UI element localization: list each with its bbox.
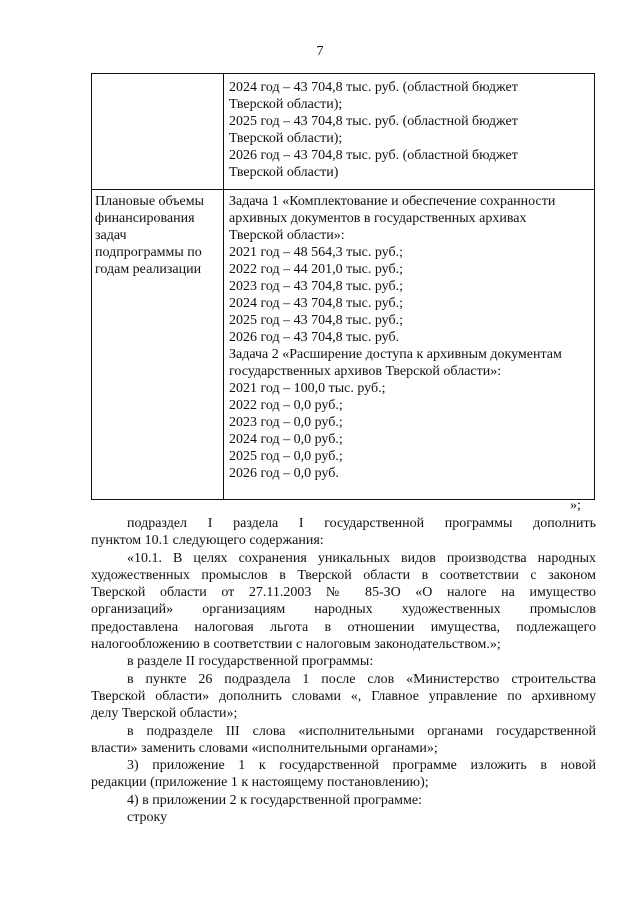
text-line: художественных промыслов в Тверской области в соответствии с законом bbox=[91, 567, 596, 583]
paragraph bbox=[91, 515, 596, 550]
text-line: в подразделе III слова «исполнительными органами государственной bbox=[127, 723, 596, 739]
paragraph bbox=[91, 550, 596, 654]
table-row bbox=[92, 190, 595, 500]
paragraph bbox=[91, 809, 596, 826]
cell-line: Тверской области); bbox=[229, 131, 343, 146]
paragraph bbox=[91, 653, 596, 670]
cell-line: 2022 год – 0,0 руб.; bbox=[229, 398, 343, 413]
paragraph bbox=[91, 757, 596, 792]
text-line: налогообложению в соответствии с налоговым законодательством.»; bbox=[91, 637, 501, 653]
cell-line: 2026 год – 0,0 руб. bbox=[229, 466, 339, 481]
closing-quote: »; bbox=[570, 498, 581, 513]
cell-line: 2026 год – 43 704,8 тыс. руб. bbox=[229, 330, 400, 345]
cell-line: государственных архивов Тверской области»: bbox=[229, 364, 502, 379]
cell-line: 2021 год – 48 564,3 тыс. руб.; bbox=[229, 245, 403, 260]
table-row bbox=[92, 74, 595, 190]
text-line: строку bbox=[127, 810, 168, 826]
cell-line: архивных документов в государственных архивах bbox=[229, 211, 527, 226]
text-line: Тверской области» дополнить словами «, Главное управление по архивному bbox=[91, 688, 596, 704]
text-line: предоставлена налоговая льгота в отношении имущества, подлежащего bbox=[91, 619, 596, 635]
cell-line: Тверской области) bbox=[229, 165, 339, 180]
cell-line: 2026 год – 43 704,8 тыс. руб. (областной бюджет bbox=[229, 148, 518, 163]
program-table bbox=[91, 73, 595, 500]
cell-line: 2024 год – 43 704,8 тыс. руб.; bbox=[229, 296, 403, 311]
text-line: делу Тверской области»; bbox=[91, 706, 238, 722]
text-line: власти» заменить словами «исполнительными органами»; bbox=[91, 740, 438, 756]
text-line: подраздел I раздела I государственной программы дополнить bbox=[127, 516, 596, 531]
text-line: в разделе II государственной программы: bbox=[127, 654, 374, 670]
table-cell-right bbox=[224, 74, 595, 190]
cell-line: 2022 год – 44 201,0 тыс. руб.; bbox=[229, 262, 403, 277]
cell-line: 2025 год – 43 704,8 тыс. руб. (областной бюджет bbox=[229, 114, 518, 129]
text-line: Тверской области от 27.11.2003 № 85-ЗО «О налоге на имущество bbox=[91, 585, 596, 601]
cell-line: задач bbox=[95, 228, 127, 243]
page-number: 7 bbox=[316, 44, 324, 59]
cell-line: Тверской области»: bbox=[229, 228, 345, 243]
cell-line: 2024 год – 0,0 руб.; bbox=[229, 432, 343, 447]
table-cell-right bbox=[224, 190, 595, 500]
text-line: в пункте 26 подраздела 1 после слов «Министерство строительства bbox=[127, 671, 596, 687]
cell-line: годам реализации bbox=[95, 262, 202, 277]
text-line: 3) приложение 1 к государственной программе изложить в новой bbox=[127, 758, 596, 774]
cell-line: Тверской области); bbox=[229, 97, 343, 112]
cell-line: финансирования bbox=[95, 211, 195, 226]
cell-line: подпрограммы по bbox=[95, 245, 202, 260]
text-line: организаций» организациям народных художественных промыслов bbox=[91, 602, 596, 618]
table-cell-label bbox=[92, 190, 224, 500]
table-cell-left-empty bbox=[92, 74, 224, 190]
cell-line: Плановые объемы bbox=[95, 194, 205, 209]
cell-line: 2023 год – 43 704,8 тыс. руб.; bbox=[229, 279, 403, 294]
cell-line: Задача 2 «Расширение доступа к архивным документам bbox=[229, 347, 562, 362]
paragraph bbox=[91, 671, 596, 723]
cell-line: Задача 1 «Комплектование и обеспечение сохранности bbox=[229, 194, 556, 209]
text-line: редакции (приложение 1 к настоящему постановлению); bbox=[91, 775, 429, 791]
text-line: «10.1. В целях сохранения уникальных видов производства народных bbox=[127, 550, 596, 566]
cell-line: 2023 год – 0,0 руб.; bbox=[229, 415, 343, 430]
paragraph bbox=[91, 723, 596, 758]
cell-line: 2025 год – 0,0 руб.; bbox=[229, 449, 343, 464]
text-line: 4) в приложении 2 к государственной программе: bbox=[127, 792, 422, 808]
body-text bbox=[91, 515, 596, 826]
paragraph bbox=[91, 792, 596, 809]
text-line: пунктом 10.1 следующего содержания: bbox=[91, 533, 324, 549]
cell-line: 2025 год – 43 704,8 тыс. руб.; bbox=[229, 313, 403, 328]
cell-line: 2021 год – 100,0 тыс. руб.; bbox=[229, 381, 386, 396]
cell-line: 2024 год – 43 704,8 тыс. руб. (областной бюджет bbox=[229, 80, 518, 95]
